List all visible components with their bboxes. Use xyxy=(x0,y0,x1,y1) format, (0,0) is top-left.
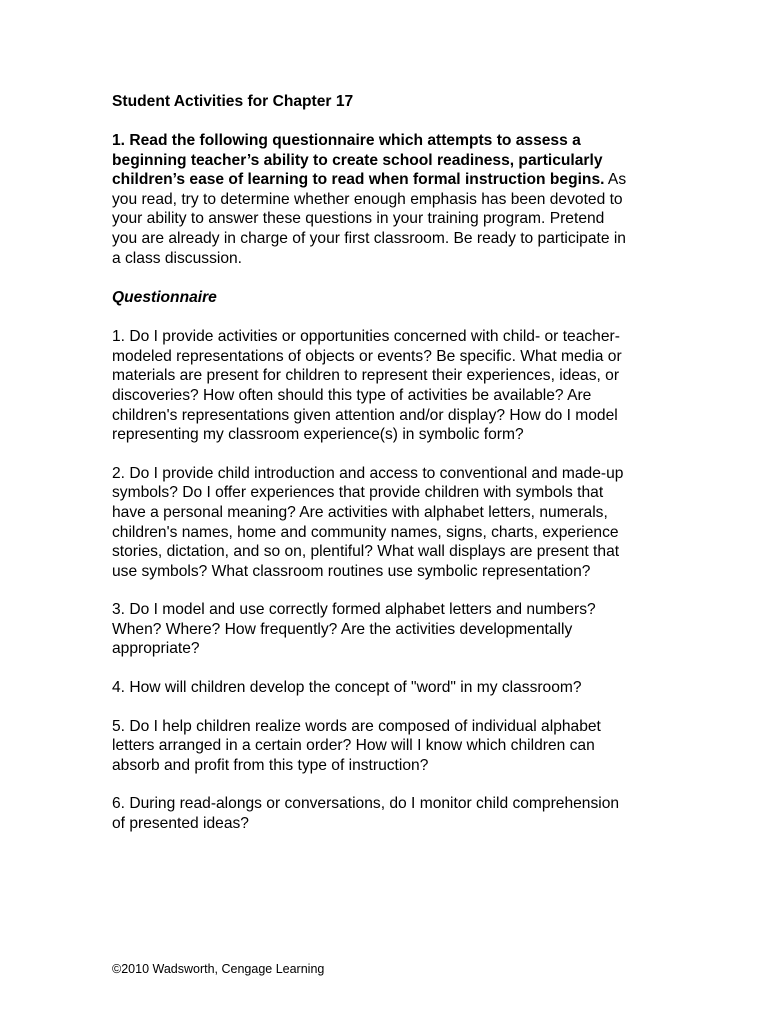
question-line: discoveries? How often should this type of activities be available? Are xyxy=(112,386,592,404)
question-1 xyxy=(112,327,672,445)
question-line: absorb and profit from this type of instruction? xyxy=(112,756,429,774)
question-line: 2. Do I provide child introduction and access to conventional and made-up xyxy=(112,464,624,482)
question-5 xyxy=(112,717,672,776)
document-page xyxy=(112,92,672,853)
question-line: use symbols? What classroom routines use symbolic representation? xyxy=(112,562,591,580)
question-line: materials are present for children to represent their experiences, ideas, or xyxy=(112,367,620,385)
intro-text: a class discussion. xyxy=(112,249,243,267)
intro-bold-text: 1. Read the following questionnaire which attempts to assess a xyxy=(112,132,581,149)
question-line: children's names, home and community names, signs, charts, experience xyxy=(112,523,619,541)
question-2 xyxy=(112,464,672,582)
question-line: symbols? Do I offer experiences that provide children with symbols that xyxy=(112,484,604,502)
copyright-footer: ©2010 Wadsworth, Cengage Learning xyxy=(112,962,325,976)
question-line: have a personal meaning? Are activities with alphabet letters, numerals, xyxy=(112,503,608,521)
intro-line xyxy=(112,190,672,210)
intro-line xyxy=(112,151,672,171)
question-6 xyxy=(112,794,672,833)
question-4 xyxy=(112,678,672,698)
intro-line xyxy=(112,229,672,249)
intro-line xyxy=(112,209,672,229)
question-line: 5. Do I help children realize words are composed of individual alphabet xyxy=(112,717,601,735)
question-line: children's representations given attention and/or display? How do I model xyxy=(112,406,618,424)
question-3 xyxy=(112,600,672,659)
intro-line xyxy=(112,170,672,190)
intro-bold-text: beginning teacher’s ability to create school readiness, particularly xyxy=(112,151,603,169)
question-line: representing my classroom experience(s) in symbolic form? xyxy=(112,426,524,444)
intro-text: your ability to answer these questions in your training program. Pretend xyxy=(112,210,605,228)
question-line: letters arranged in a certain order? How will I know which children can xyxy=(112,737,595,755)
intro-paragraph xyxy=(112,131,672,268)
questionnaire-heading: Questionnaire xyxy=(112,289,217,307)
question-line: 1. Do I provide activities or opportunities concerned with child- or teacher- xyxy=(112,328,620,346)
question-line: When? Where? How frequently? Are the activities developmentally xyxy=(112,620,573,638)
question-line: appropriate? xyxy=(112,640,200,658)
intro-bold-text: children’s ease of learning to read when formal instruction begins. xyxy=(112,171,605,189)
question-line: stories, dictation, and so on, plentiful? What wall displays are present that xyxy=(112,543,620,561)
question-line: 3. Do I model and use correctly formed alphabet letters and numbers? xyxy=(112,601,596,619)
question-line: of presented ideas? xyxy=(112,815,249,833)
intro-text: you read, try to determine whether enough emphasis has been devoted to xyxy=(112,190,623,208)
question-line: 6. During read-alongs or conversations, do I monitor child comprehension xyxy=(112,795,620,813)
question-line: 4. How will children develop the concept of "word" in my classroom? xyxy=(112,679,582,697)
intro-line xyxy=(112,131,672,151)
intro-text: As xyxy=(604,171,627,189)
intro-text: you are already in charge of your first classroom. Be ready to participate in xyxy=(112,229,626,247)
question-line: modeled representations of objects or events? Be specific. What media or xyxy=(112,347,622,365)
page-title: Student Activities for Chapter 17 xyxy=(112,93,354,110)
intro-line xyxy=(112,249,672,269)
